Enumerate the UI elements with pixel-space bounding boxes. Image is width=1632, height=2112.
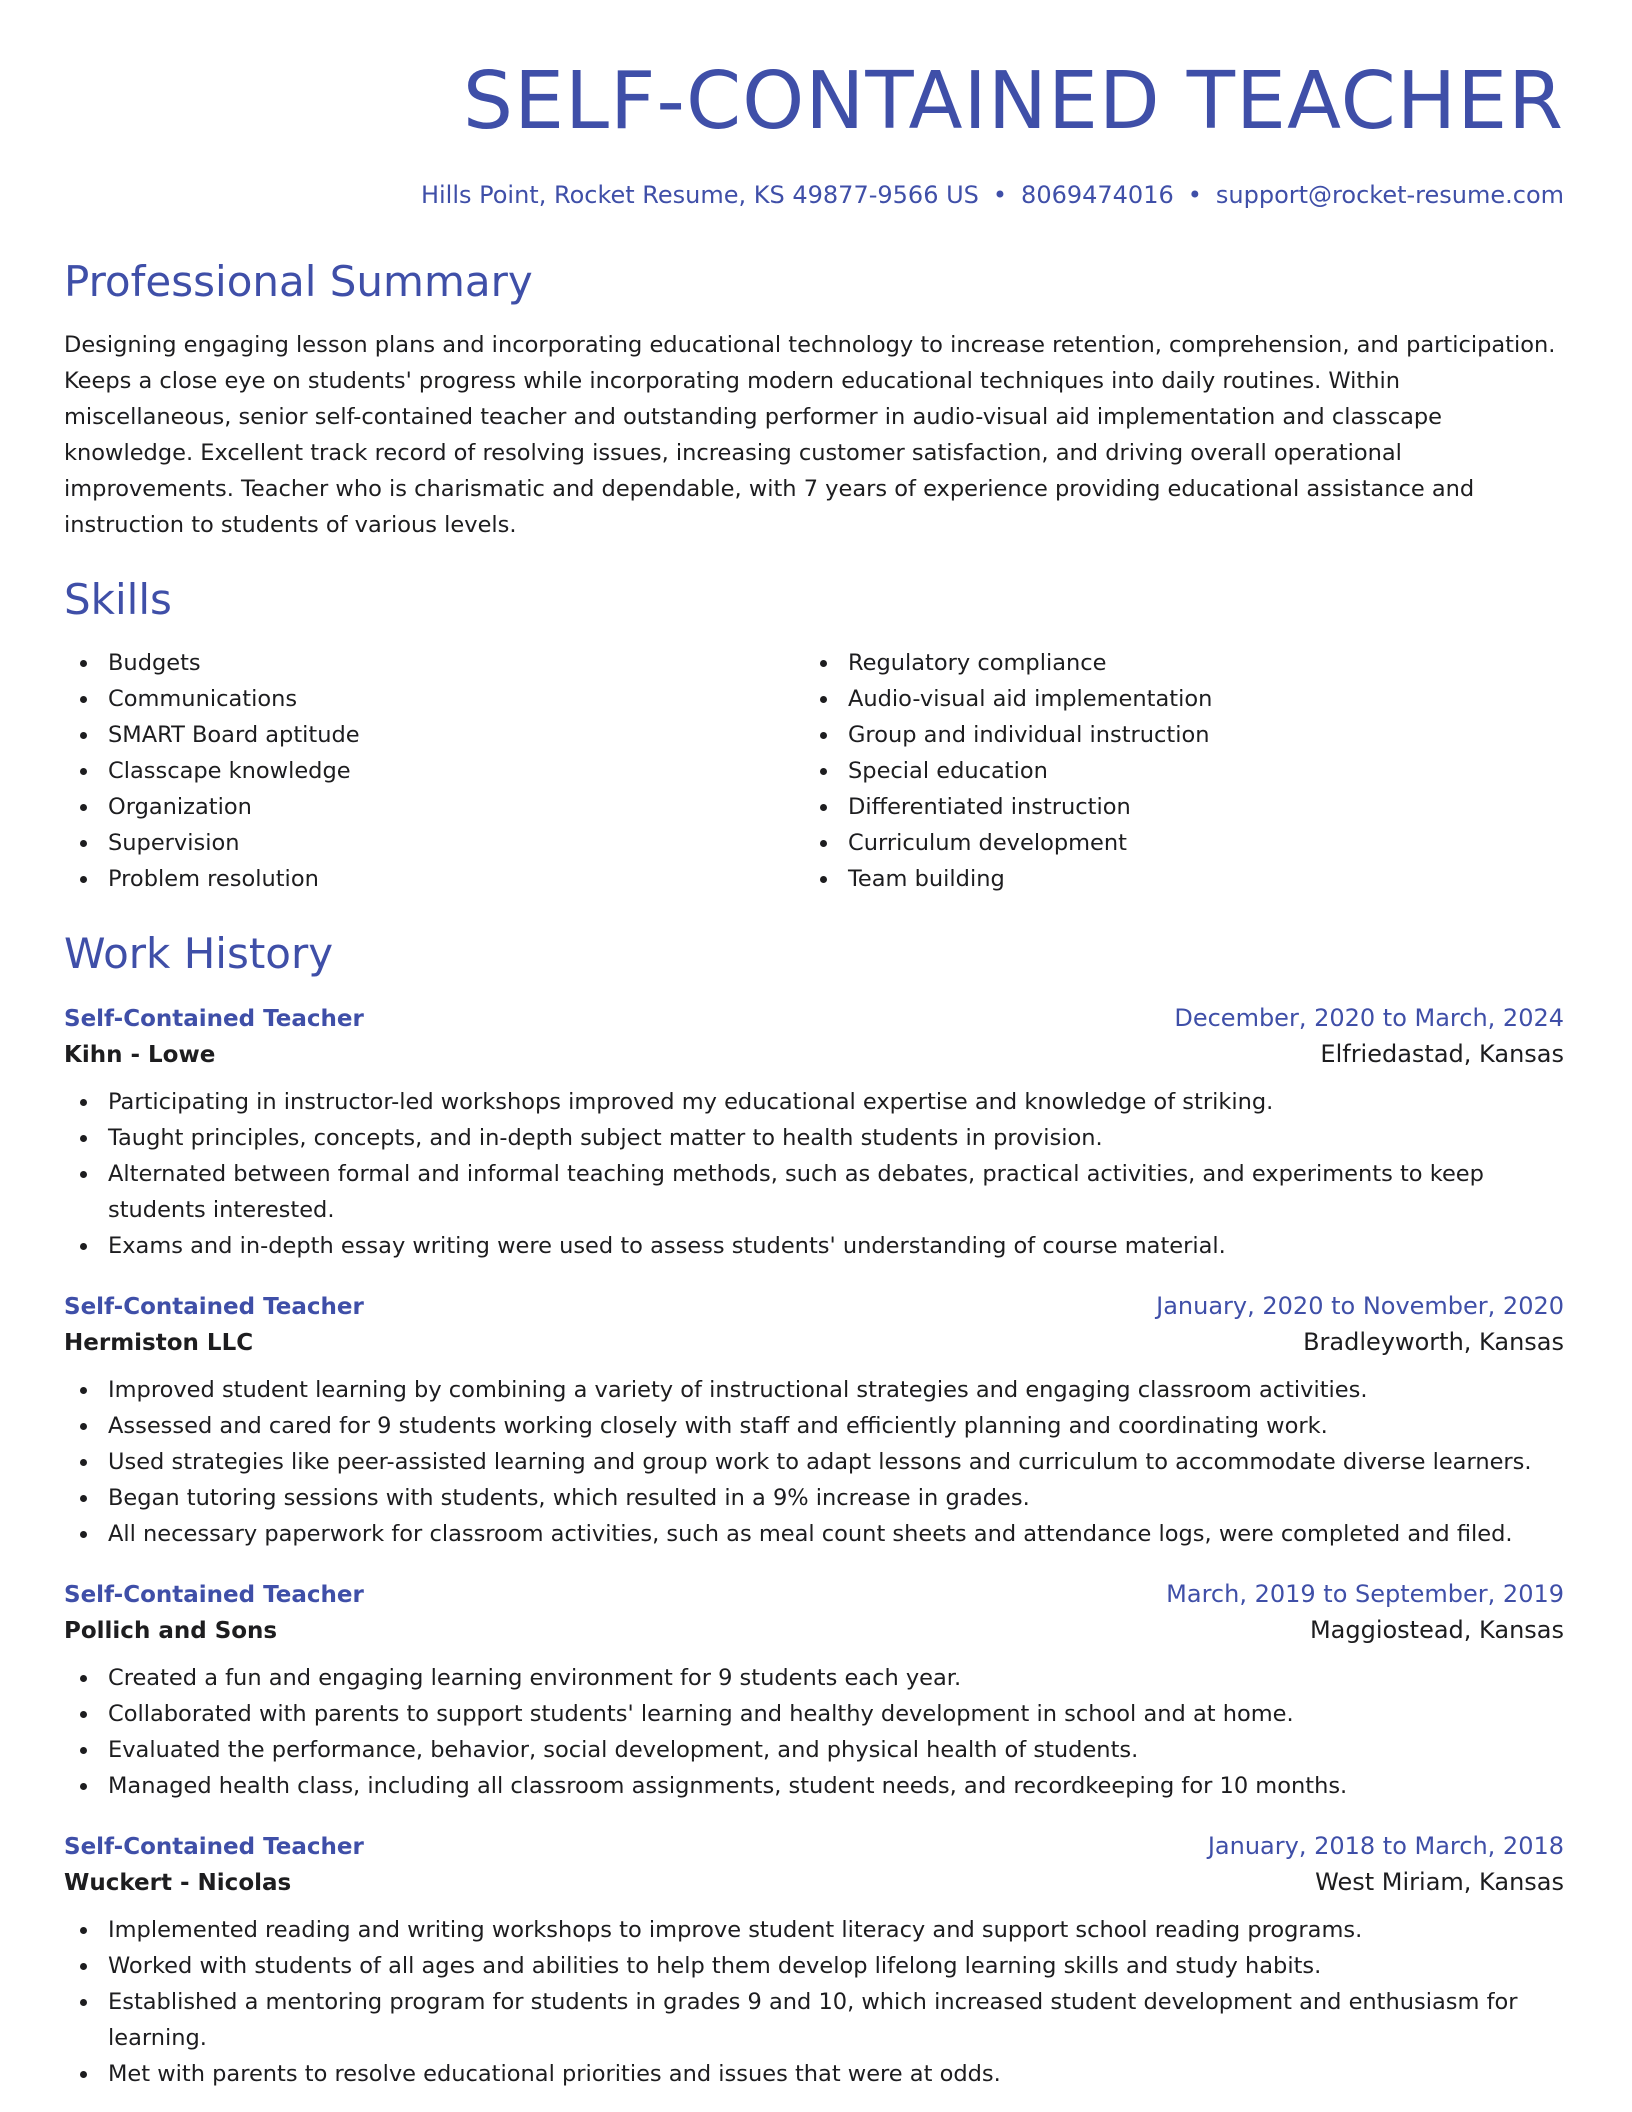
skill-item: Audio-visual aid implementation bbox=[804, 681, 1544, 717]
skill-item: Budgets bbox=[64, 645, 804, 681]
candidate-name: SELF-CONTAINED TEACHER bbox=[462, 55, 1564, 147]
skills-right-column bbox=[804, 645, 1544, 897]
contact-phone: 8069474016 bbox=[1021, 181, 1174, 209]
job-title: Self-Contained Teacher bbox=[64, 1005, 364, 1032]
job-duty: Worked with students of all ages and abilities to help them develop lifelong learning skills and study habits. bbox=[64, 1948, 1564, 1984]
job-duties bbox=[64, 1660, 1564, 1804]
job-dates: December, 2020 to March, 2024 bbox=[1174, 1003, 1564, 1032]
skill-item: Team building bbox=[804, 861, 1544, 897]
summary-heading: Professional Summary bbox=[64, 257, 533, 306]
skills-heading: Skills bbox=[64, 575, 172, 625]
job-title: Self-Contained Teacher bbox=[64, 1293, 364, 1320]
job-location: Elfriedastad, Kansas bbox=[1320, 1039, 1564, 1068]
job-duty: All necessary paperwork for classroom activities, such as meal count sheets and attendance logs, were completed and filed. bbox=[64, 1516, 1564, 1552]
job-duty: Began tutoring sessions with students, which resulted in a 9% increase in grades. bbox=[64, 1480, 1564, 1516]
skills-columns bbox=[64, 645, 1564, 897]
skill-item: Organization bbox=[64, 789, 804, 825]
work-history-list bbox=[64, 1004, 1564, 2092]
contact-email[interactable]: support@rocket-resume.com bbox=[1215, 181, 1564, 209]
job-duty: Collaborated with parents to support students' learning and healthy development in school and at home. bbox=[64, 1696, 1564, 1732]
skill-item: Group and individual instruction bbox=[804, 717, 1544, 753]
job-duties bbox=[64, 1912, 1564, 2092]
job-duty: Improved student learning by combining a variety of instructional strategies and engaging classroom activities. bbox=[64, 1372, 1564, 1408]
job-duty: Participating in instructor-led workshops improved my educational expertise and knowledge of striking. bbox=[64, 1084, 1564, 1120]
job-duty: Evaluated the performance, behavior, social development, and physical health of students. bbox=[64, 1732, 1564, 1768]
company-name: Wuckert - Nicolas bbox=[64, 1869, 292, 1896]
job-dates: January, 2020 to November, 2020 bbox=[1156, 1291, 1564, 1320]
job-duty: Used strategies like peer-assisted learning and group work to adapt lessons and curriculum to accommodate diverse learners. bbox=[64, 1444, 1564, 1480]
skill-item: Differentiated instruction bbox=[804, 789, 1544, 825]
job-duty: Implemented reading and writing workshops to improve student literacy and support school reading programs. bbox=[64, 1912, 1564, 1948]
company-name: Hermiston LLC bbox=[64, 1329, 254, 1356]
job-duty: Taught principles, concepts, and in-depth subject matter to health students in provision. bbox=[64, 1120, 1564, 1156]
job-title: Self-Contained Teacher bbox=[64, 1833, 364, 1860]
skill-item: Regulatory compliance bbox=[804, 645, 1544, 681]
contact-separator: • bbox=[1187, 181, 1202, 209]
skills-left-column bbox=[64, 645, 804, 897]
contact-line bbox=[64, 181, 1564, 209]
job-duty: Alternated between formal and informal teaching methods, such as debates, practical activities, and experiments to keep students interested. bbox=[64, 1156, 1564, 1228]
job-duties bbox=[64, 1084, 1564, 1264]
skill-item: Supervision bbox=[64, 825, 804, 861]
contact-separator: • bbox=[992, 181, 1008, 209]
job-entry bbox=[64, 1004, 1564, 1264]
job-duty: Created a fun and engaging learning environment for 9 students each year. bbox=[64, 1660, 1564, 1696]
job-duty: Exams and in-depth essay writing were used to assess students' understanding of course material. bbox=[64, 1228, 1564, 1264]
job-duty: Assessed and cared for 9 students working closely with staff and efficiently planning and coordinating work. bbox=[64, 1408, 1564, 1444]
job-entry bbox=[64, 1832, 1564, 2092]
job-entry bbox=[64, 1580, 1564, 1804]
job-duty: Managed health class, including all classroom assignments, student needs, and recordkeeping for 10 months. bbox=[64, 1768, 1564, 1804]
company-name: Kihn - Lowe bbox=[64, 1041, 216, 1068]
job-duty: Established a mentoring program for students in grades 9 and 10, which increased student development and enthusiasm for learning. bbox=[64, 1984, 1564, 2056]
job-location: Maggiostead, Kansas bbox=[1309, 1615, 1564, 1644]
skill-item: Communications bbox=[64, 681, 804, 717]
work-history-heading: Work History bbox=[64, 929, 334, 979]
job-duties bbox=[64, 1372, 1564, 1552]
skill-item: Classcape knowledge bbox=[64, 753, 804, 789]
skill-item: SMART Board aptitude bbox=[64, 717, 804, 753]
job-title: Self-Contained Teacher bbox=[64, 1581, 364, 1608]
job-dates: March, 2019 to September, 2019 bbox=[1166, 1579, 1564, 1608]
contact-address: Hills Point, Rocket Resume, KS 49877-9566 US bbox=[420, 181, 979, 209]
summary-text: Designing engaging lesson plans and incorporating educational technology to increase retention, comprehension, and participation. Keeps a close eye on students' progress while incorporating modern educational techniques into daily routines. Within miscellaneous, senior self-contained teacher and outstanding performer in audio-visual aid implementation and classcape knowledge. Excellent track record of resolving issues, increasing customer satisfaction, and driving overall operational improvements. Teacher who is charismatic and dependable, with 7 years of experience providing educational assistance and instruction to students of various levels. bbox=[64, 332, 1556, 539]
job-location: Bradleyworth, Kansas bbox=[1303, 1327, 1564, 1356]
skill-item: Special education bbox=[804, 753, 1544, 789]
job-entry bbox=[64, 1292, 1564, 1552]
job-location: West Miriam, Kansas bbox=[1315, 1867, 1564, 1896]
resume-page bbox=[64, 52, 1564, 2092]
job-duty: Met with parents to resolve educational priorities and issues that were at odds. bbox=[64, 2056, 1564, 2092]
company-name: Pollich and Sons bbox=[64, 1617, 278, 1644]
skill-item: Curriculum development bbox=[804, 825, 1544, 861]
job-dates: January, 2018 to March, 2018 bbox=[1207, 1831, 1564, 1860]
skill-item: Problem resolution bbox=[64, 861, 804, 897]
